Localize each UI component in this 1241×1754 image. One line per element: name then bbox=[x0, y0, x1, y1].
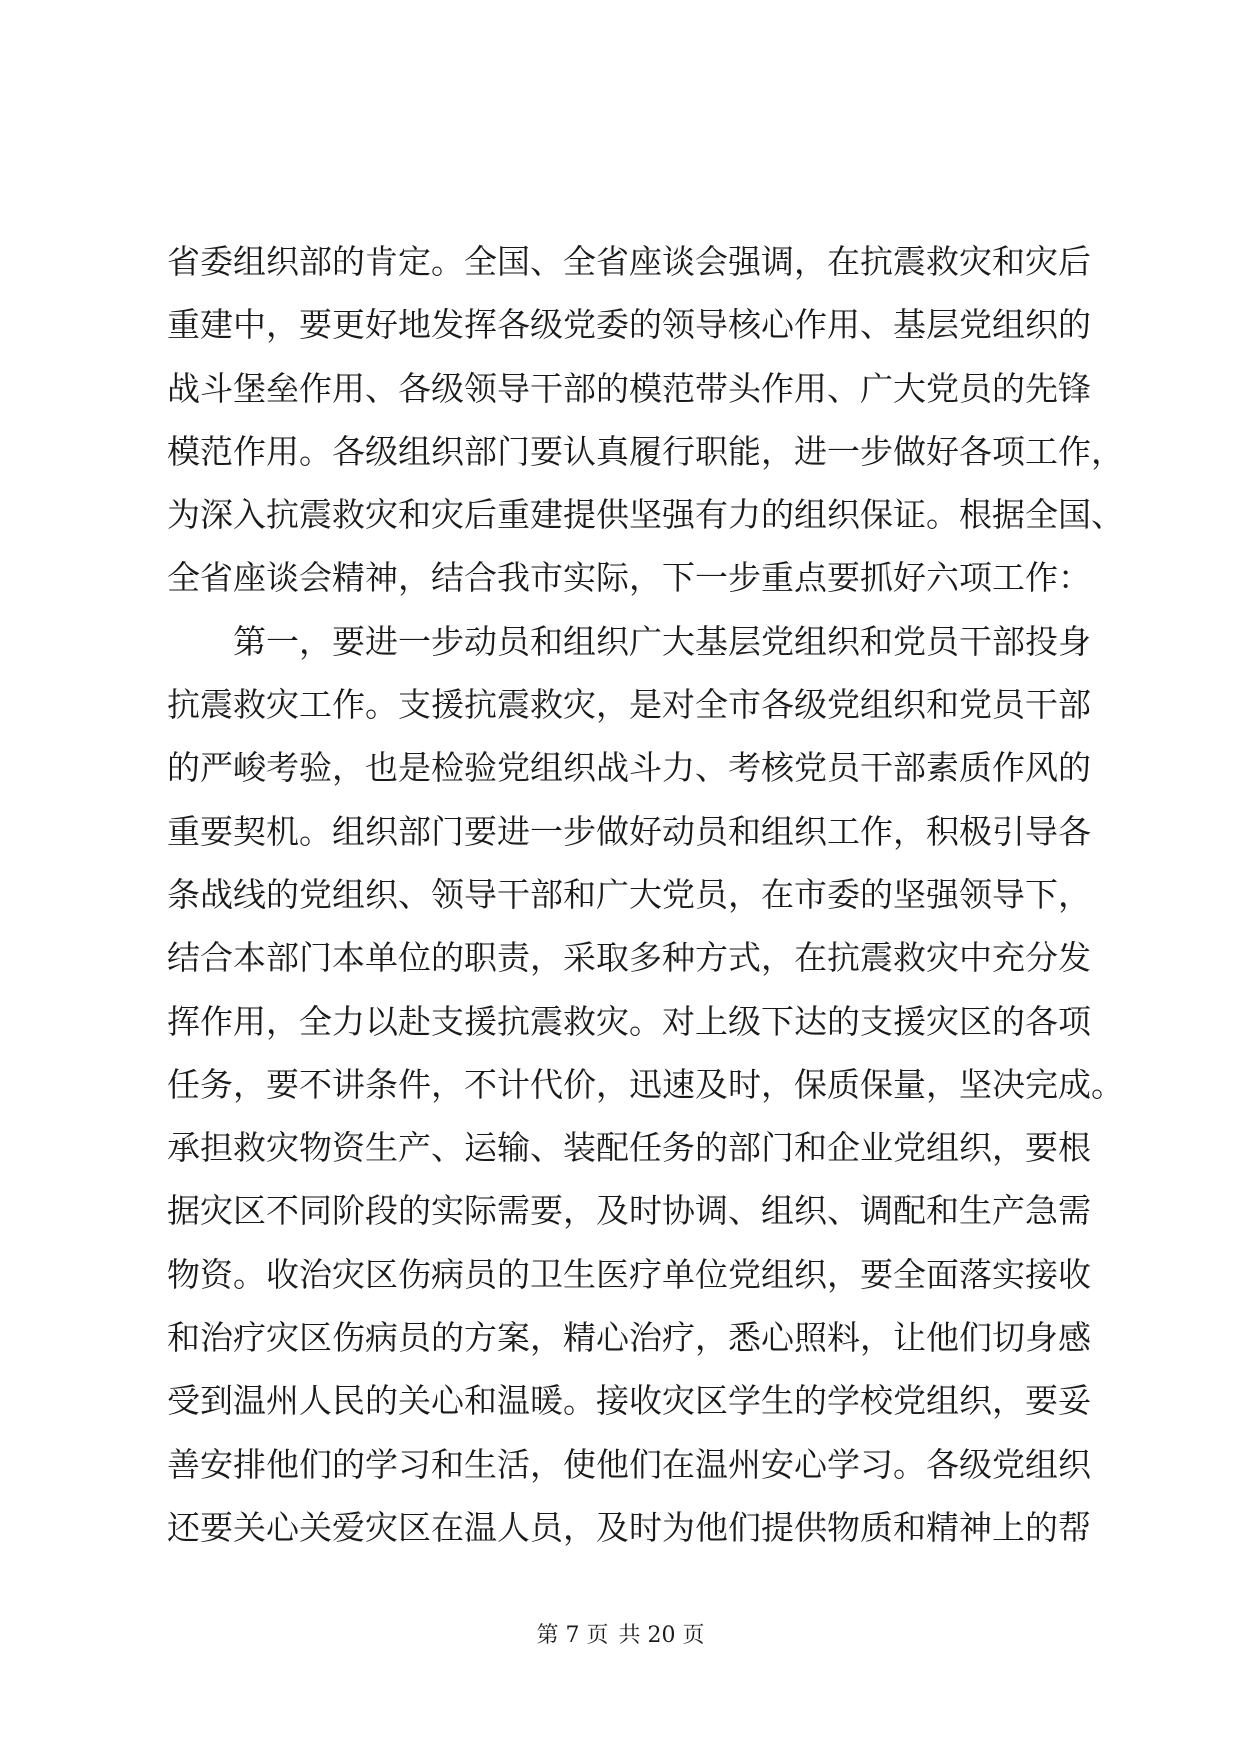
text-line: 的严峻考验，也是检验党组织战斗力、考核党员干部素质作风的 bbox=[167, 748, 1091, 788]
body-text bbox=[167, 230, 1124, 1559]
text-line: 和治疗灾区伤病员的方案，精心治疗，悉心照料，让他们切身感 bbox=[167, 1318, 1091, 1358]
text-line: 承担救灾物资生产、运输、装配任务的部门和企业党组织，要根 bbox=[167, 1128, 1091, 1168]
text-line: 挥作用，全力以赴支援抗震救灾。对上级下达的支援灾区的各项 bbox=[167, 1001, 1091, 1041]
text-line: 战斗堡垒作用、各级领导干部的模范带头作用、广大党员的先锋 bbox=[167, 368, 1091, 408]
text-line: 结合本部门本单位的职责，采取多种方式，在抗震救灾中充分发 bbox=[167, 938, 1091, 978]
text-line: 全省座谈会精神，结合我市实际，下一步重点要抓好六项工作： bbox=[167, 558, 1091, 598]
text-line: 任务，要不讲条件，不计代价，迅速及时，保质保量，坚决完成。 bbox=[167, 1064, 1124, 1104]
text-line: 善安排他们的学习和生活，使他们在温州安心学习。各级党组织 bbox=[167, 1444, 1091, 1484]
text-line: 重建中，要更好地发挥各级党委的领导核心作用、基层党组织的 bbox=[167, 305, 1091, 345]
text-line: 为深入抗震救灾和灾后重建提供坚强有力的组织保证。根据全国、 bbox=[167, 495, 1124, 535]
text-line: 模范作用。各级组织部门要认真履行职能，进一步做好各项工作， bbox=[167, 431, 1124, 471]
text-line: 省委组织部的肯定。全国、全省座谈会强调，在抗震救灾和灾后 bbox=[167, 242, 1091, 281]
page-number: 第 7 页 bbox=[536, 1623, 609, 1648]
text-line: 还要关心关爱灾区在温人员，及时为他们提供物质和精神上的帮 bbox=[167, 1507, 1091, 1547]
text-line: 物资。收治灾区伤病员的卫生医疗单位党组织，要全面落实接收 bbox=[167, 1254, 1091, 1294]
text-line: 条战线的党组织、领导干部和广大党员，在市委的坚强领导下， bbox=[167, 874, 1091, 914]
text-line: 重要契机。组织部门要进一步做好动员和组织工作，积极引导各 bbox=[167, 811, 1091, 851]
page-total: 共 20 页 bbox=[618, 1623, 705, 1648]
text-line: 据灾区不同阶段的实际需要，及时协调、组织、调配和生产急需 bbox=[167, 1191, 1091, 1231]
text-line: 受到温州人民的关心和温暖。接收灾区学生的学校党组织，要妥 bbox=[167, 1381, 1091, 1421]
text-line: 抗震救灾工作。支援抗震救灾，是对全市各级党组织和党员干部 bbox=[167, 685, 1091, 725]
paragraph-first-line: 第一，要进一步动员和组织广大基层党组织和党员干部投身 bbox=[233, 621, 1091, 661]
page-footer bbox=[0, 1618, 1241, 1649]
